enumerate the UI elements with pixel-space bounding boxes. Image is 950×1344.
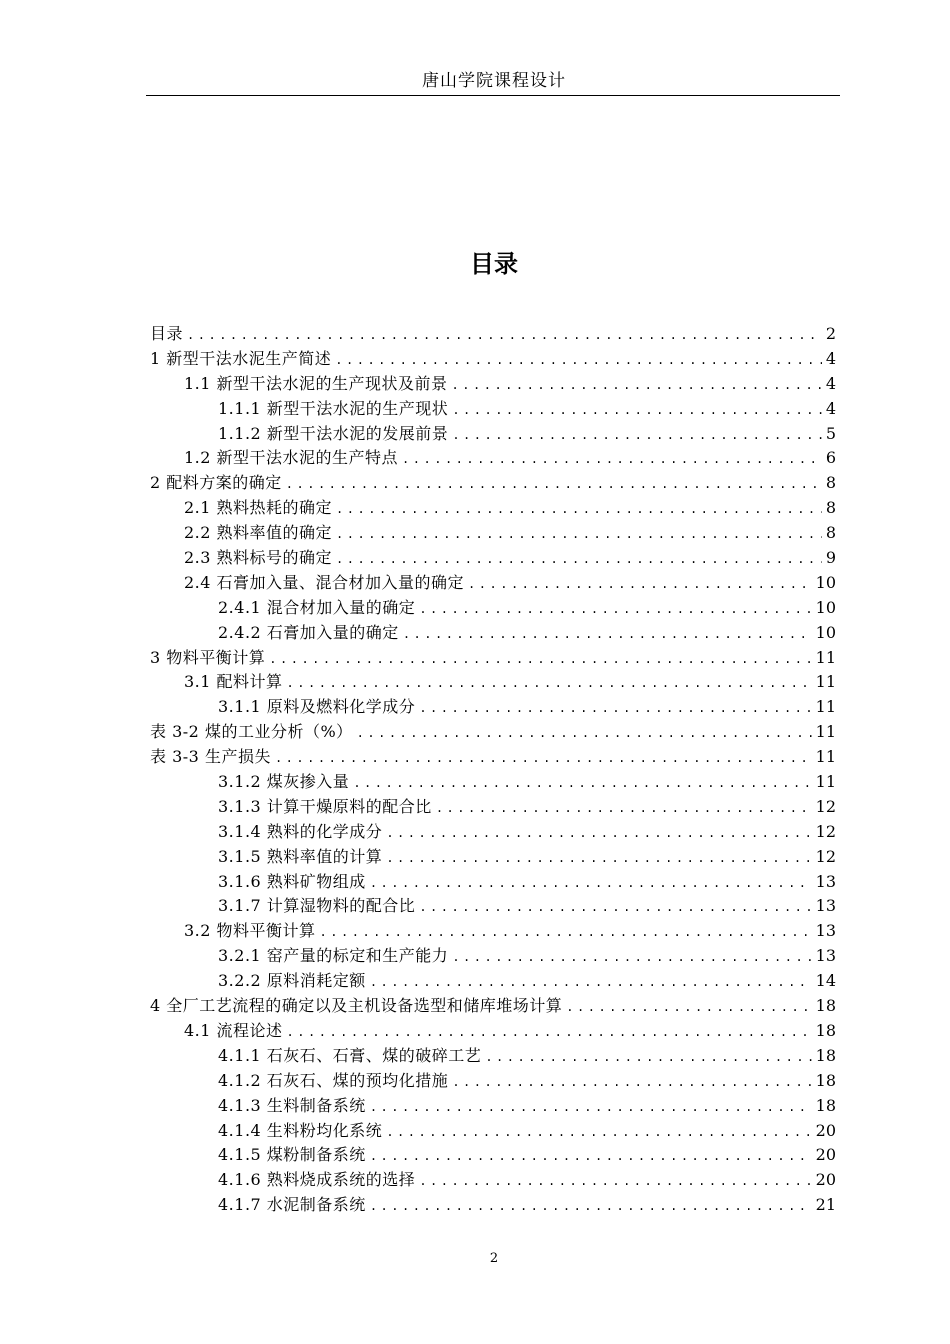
toc-dot-leader [485,1045,811,1070]
toc-entry[interactable] [150,347,836,372]
toc-dot-leader [452,945,811,970]
toc-entry-label: 2.2 熟料率值的确定 [184,523,333,543]
toc-entry-label: 3.1.6 熟料矿物组成 [218,871,366,891]
toc-entry-label: 2.3 熟料标号的确定 [184,548,333,568]
toc-dot-leader [419,1169,811,1194]
toc-entry-label: 目录 [150,324,184,343]
toc-entry-label: 3 物料平衡计算 [150,647,266,667]
toc-entry-label: 表 3-3 生产损失 [150,747,271,767]
toc-dot-leader [336,547,822,572]
toc-entry-page: 18 [815,1020,836,1040]
toc-entry-page: 18 [815,1045,836,1065]
toc-entry-label: 3.2.2 原料消耗定额 [218,971,366,991]
toc-entry[interactable] [150,1168,836,1193]
toc-entry-page: 20 [815,1145,836,1165]
toc-entry-page: 4 [825,373,836,393]
toc-entry-page: 10 [815,572,836,592]
header-divider [146,95,840,96]
toc-entry[interactable] [150,1119,836,1144]
toc-entry-label: 2.4.2 石膏加入量的确定 [218,622,399,642]
toc-entry-page: 9 [825,548,836,568]
toc-entry-label: 2.1 熟料热耗的确定 [184,498,333,518]
toc-entry-page: 18 [815,1070,836,1090]
toc-entry-page: 13 [815,946,836,966]
toc-entry[interactable] [150,446,836,471]
toc-entry[interactable] [150,621,836,646]
toc-dot-leader [452,373,822,398]
toc-entry-page: 13 [815,921,836,941]
toc-entry-page: 11 [815,747,836,767]
toc-entry[interactable] [150,670,836,695]
toc-entry-label: 1.1 新型干法水泥的生产现状及前景 [184,373,448,393]
toc-entry-page: 11 [815,722,836,742]
toc-entry-page: 8 [825,498,836,518]
toc-entry-page: 18 [815,1095,836,1115]
toc-entry[interactable] [150,322,836,347]
toc-entry-label: 3.1.5 熟料率值的计算 [218,846,383,866]
toc-entry-label: 3.1.3 计算干燥原料的配合比 [218,796,432,816]
toc-entry[interactable] [150,471,836,496]
toc-entry[interactable] [150,397,836,422]
toc-entry-page: 6 [825,448,836,468]
toc-entry-page: 10 [815,622,836,642]
toc-entry-label: 4.1.6 熟料烧成系统的选择 [218,1170,416,1190]
toc-entry-page: 4 [825,348,836,368]
toc-dot-leader [370,1095,812,1120]
toc-entry[interactable] [150,571,836,596]
toc-entry-label: 3.2.1 窑产量的标定和生产能力 [218,946,449,966]
toc-entry[interactable] [150,845,836,870]
toc-entry-page: 14 [815,971,836,991]
toc-entry-page: 5 [825,423,836,443]
toc-dot-leader [187,323,822,348]
table-of-contents [150,322,836,1218]
toc-dot-leader [335,348,822,373]
toc-dot-leader [402,447,822,472]
toc-entry[interactable] [150,770,836,795]
toc-entry[interactable] [150,596,836,621]
toc-dot-leader [287,671,812,696]
toc-entry-page: 12 [815,846,836,866]
toc-entry[interactable] [150,919,836,944]
toc-entry-page: 10 [815,597,836,617]
toc-entry[interactable] [150,894,836,919]
toc-dot-leader [275,746,812,771]
page-number: 2 [489,1251,499,1266]
toc-entry[interactable] [150,695,836,720]
toc-entry-page: 8 [825,473,836,493]
toc-entry-page: 13 [815,871,836,891]
toc-dot-leader [566,995,811,1020]
toc-entry-page: 12 [815,796,836,816]
toc-dot-leader [419,696,811,721]
toc-entry-page: 11 [815,772,836,792]
toc-dot-leader [353,771,811,796]
toc-entry[interactable] [150,521,836,546]
toc-dot-leader [370,1144,812,1169]
toc-entry-label: 4 全厂工艺流程的确定以及主机设备选型和储库堆场计算 [150,996,563,1016]
toc-entry-label: 2.4 石膏加入量、混合材加入量的确定 [184,572,465,592]
toc-dot-leader [386,846,811,871]
toc-dot-leader [320,920,812,945]
toc-entry-label: 1.1.1 新型干法水泥的生产现状 [218,398,449,418]
toc-title: 目录 [470,250,518,278]
toc-entry[interactable] [150,994,836,1019]
toc-entry[interactable] [150,1193,836,1218]
toc-entry[interactable] [150,422,836,447]
toc-entry[interactable] [150,720,836,745]
toc-dot-leader [436,796,812,821]
toc-dot-leader [370,871,812,896]
toc-dot-leader [452,1070,811,1095]
toc-dot-leader [370,1194,812,1219]
toc-dot-leader [419,895,811,920]
toc-entry-page: 13 [815,896,836,916]
toc-entry[interactable] [150,820,836,845]
toc-entry[interactable] [150,745,836,770]
toc-entry[interactable] [150,372,836,397]
toc-entry-label: 4.1.7 水泥制备系统 [218,1195,366,1215]
toc-entry-page: 18 [815,996,836,1016]
toc-dot-leader [419,597,811,622]
toc-entry-label: 4.1.2 石灰石、煤的预均化措施 [218,1070,449,1090]
toc-entry-label: 4.1.1 石灰石、石膏、煤的破碎工艺 [218,1045,482,1065]
toc-dot-leader [452,423,822,448]
toc-dot-leader [286,472,822,497]
toc-entry[interactable] [150,944,836,969]
toc-entry-page: 8 [825,523,836,543]
toc-dot-leader [386,821,811,846]
toc-entry-page: 20 [815,1120,836,1140]
toc-dot-leader [336,522,822,547]
toc-entry-page: 11 [815,672,836,692]
toc-entry[interactable] [150,546,836,571]
toc-dot-leader [269,647,811,672]
toc-entry[interactable] [150,646,836,671]
toc-entry[interactable] [150,1143,836,1168]
toc-entry-label: 2 配料方案的确定 [150,473,282,493]
toc-entry-page: 20 [815,1170,836,1190]
toc-entry-label: 3.1.2 煤灰掺入量 [218,772,350,792]
toc-dot-leader [287,1020,812,1045]
toc-dot-leader [386,1120,811,1145]
toc-entry[interactable] [150,1094,836,1119]
toc-dot-leader [468,572,812,597]
toc-entry-label: 1.1.2 新型干法水泥的发展前景 [218,423,449,443]
toc-entry-label: 3.1.4 熟料的化学成分 [218,821,383,841]
toc-entry[interactable] [150,870,836,895]
toc-entry-label: 3.1.7 计算湿物料的配合比 [218,896,416,916]
toc-entry[interactable] [150,1069,836,1094]
toc-entry-page: 12 [815,821,836,841]
toc-entry-label: 4.1.3 生料制备系统 [218,1095,366,1115]
toc-entry-label: 4.1.5 煤粉制备系统 [218,1145,366,1165]
toc-entry-page: 21 [815,1195,836,1215]
toc-entry-label: 4.1 流程论述 [184,1020,283,1040]
toc-entry-page: 11 [815,647,836,667]
toc-entry-page: 11 [815,697,836,717]
toc-entry-label: 3.1.1 原料及燃料化学成分 [218,697,416,717]
toc-entry[interactable] [150,1044,836,1069]
toc-entry[interactable] [150,795,836,820]
running-header: 唐山学院课程设计 [422,71,566,91]
toc-entry-label: 1 新型干法水泥生产简述 [150,348,332,368]
toc-entry[interactable] [150,496,836,521]
toc-dot-leader [403,622,812,647]
toc-entry-label: 表 3-2 煤的工业分析（%） [150,722,353,742]
toc-entry-label: 4.1.4 生料粉均化系统 [218,1120,383,1140]
toc-entry-page: 4 [825,398,836,418]
toc-entry-label: 3.1 配料计算 [184,672,283,692]
toc-entry[interactable] [150,969,836,994]
toc-entry-page: 2 [825,324,836,343]
toc-dot-leader [357,721,812,746]
toc-entry-label: 2.4.1 混合材加入量的确定 [218,597,416,617]
toc-entry-label: 1.2 新型干法水泥的生产特点 [184,448,399,468]
toc-dot-leader [370,970,812,995]
toc-dot-leader [336,497,822,522]
toc-dot-leader [452,398,822,423]
toc-entry-label: 3.2 物料平衡计算 [184,921,316,941]
toc-entry[interactable] [150,1019,836,1044]
